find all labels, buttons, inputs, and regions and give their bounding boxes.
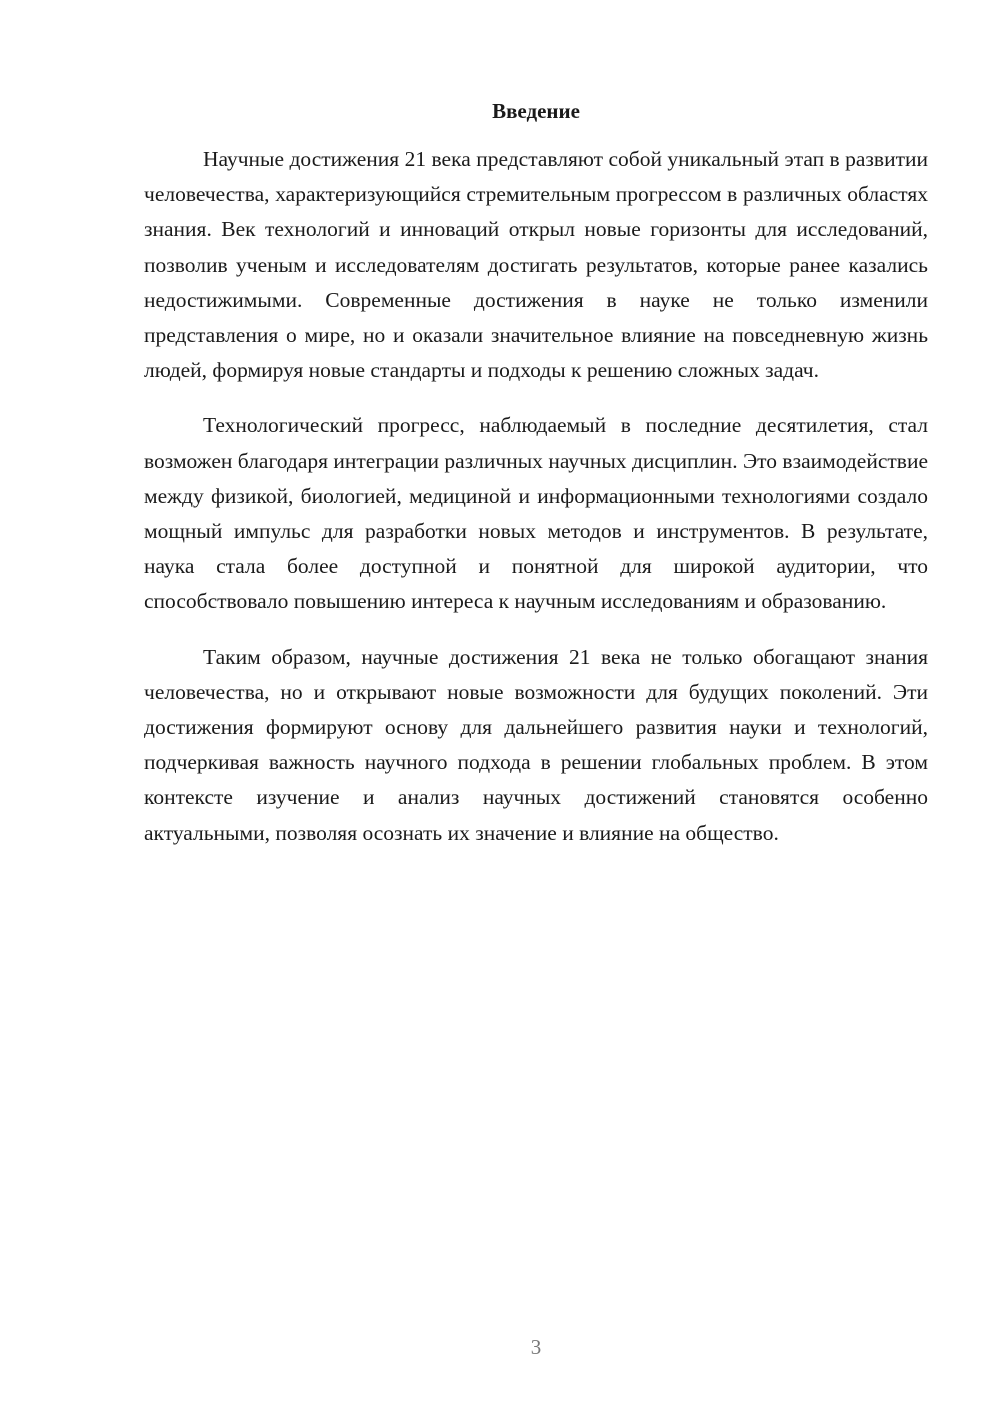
paragraph-2: Технологический прогресс, наблюдаемый в последние десятилетия, стал возможен благодаря интеграции различных научных дисциплин. Это взаимодействие между физикой, биологией, медициной и информационными технологиями создало мощный импульс для разработки новых методов и инструментов. В результате, наука стала более доступной и понятной для широкой аудитории, что способствовало повышению интереса к научным исследованиям и образованию. [144,413,928,614]
paragraph-3: Таким образом, научные достижения 21 века не только обогащают знания человечества, но и открывают новые возможности для будущих поколений. Эти достижения формируют основу для дальнейшего развития науки и технологий, подчеркивая важность научного подхода в решении глобальных проблем. В этом контексте изучение и анализ научных достижений становятся особенно актуальными, позволяя осознать их значение и влияние на общество. [144,644,928,845]
paragraph-1: Научные достижения 21 века представляют собой уникальный этап в развитии человечества, характеризующийся стремительным прогрессом в различных областях знания. Век технологий и инноваций открыл новые горизонты для исследований, позволив ученым и исследователям достигать результатов, которые ранее казались недостижимыми. Современные достижения в науке не только изменили представления о мире, но и оказали значительное влияние на повседневную жизнь людей, формируя новые стандарты и подходы к решению сложных задач. [144,147,928,383]
body-text [144,142,928,871]
page-title: Введение [492,99,580,123]
page-number: 3 [530,1335,542,1359]
